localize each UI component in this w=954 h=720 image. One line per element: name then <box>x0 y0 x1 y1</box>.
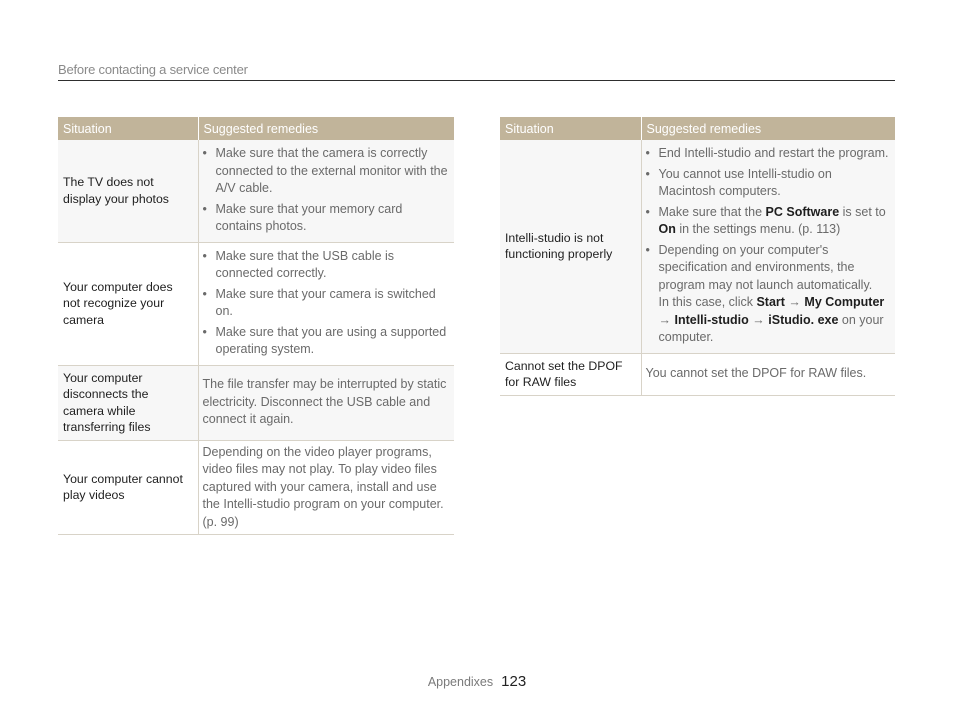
page-header-title: Before contacting a service center <box>58 62 248 77</box>
remedy-cell <box>198 365 454 440</box>
remedy-item: • Make sure that your camera is switched on. <box>202 286 436 318</box>
remedy-text: Depending on the video player programs, video files may not play. To play video files captured with your camera, install and use the Intelli-studio program on your computer. (p. 99) <box>202 444 444 529</box>
table-row <box>58 140 454 242</box>
remedy-cell <box>198 140 454 242</box>
situation-cell: The TV does not display your photos <box>58 140 198 242</box>
column-header-situation: Situation <box>58 117 198 140</box>
remedy-list <box>199 248 451 359</box>
remedy-cell <box>198 242 454 365</box>
istudio-exe-label: iStudio. exe <box>768 312 839 327</box>
remedy-item: • Make sure that your memory card contains photos. <box>202 201 403 233</box>
header-divider <box>58 80 895 81</box>
table-row <box>58 440 454 535</box>
situation-cell: Your computer does not recognize your camera <box>58 242 198 365</box>
bullet-icon: • <box>202 286 207 301</box>
column-header-situation: Situation <box>500 117 641 140</box>
remedy-text: You cannot set the DPOF for RAW files. <box>645 366 867 381</box>
arrow-right-icon: → <box>788 295 801 309</box>
column-header-remedies: Suggested remedies <box>198 117 454 140</box>
bullet-icon: • <box>202 324 207 339</box>
remedy-item: • Depending on your computer's specification and environments, the program may not launch automatically. In this case, click Start → My Computer → Intelli-studio → iStudio. exe on your computer. <box>645 242 885 344</box>
remedy-item: • Make sure that the PC Software is set to On in the settings menu. (p. 113) <box>645 204 886 236</box>
table-row <box>500 353 895 395</box>
table-header-row <box>58 117 454 140</box>
my-computer-label: My Computer <box>804 295 885 309</box>
bullet-icon: • <box>645 146 650 160</box>
remedy-item: • Make sure that the USB cable is connected correctly. <box>202 248 395 280</box>
remedy-cell <box>641 140 895 353</box>
footer-section-label: Appendixes <box>427 675 494 689</box>
table-header-row <box>500 117 895 140</box>
troubleshooting-table-left <box>58 117 454 535</box>
start-menu-label: Start <box>756 295 785 309</box>
page-number: 123 <box>501 673 527 690</box>
situation-cell: Your computer disconnects the camera while transferring files <box>58 365 198 440</box>
column-header-remedies: Suggested remedies <box>641 117 895 140</box>
table-row <box>58 242 454 365</box>
bullet-icon: • <box>645 166 650 181</box>
pc-software-label: PC Software <box>765 204 840 219</box>
remedy-cell <box>198 440 454 535</box>
on-setting-label: On <box>658 222 676 236</box>
remedy-cell <box>641 353 895 395</box>
table-row <box>500 140 895 353</box>
intelli-studio-label: Intelli-studio <box>674 312 749 327</box>
remedy-text: The file transfer may be interrupted by static electricity. Disconnect the USB cable and connect it again. <box>202 377 447 427</box>
remedy-item: • End Intelli-studio and restart the program. <box>642 145 892 163</box>
remedy-item: • You cannot use Intelli-studio on Macintosh computers. <box>645 166 832 198</box>
bullet-icon: • <box>202 146 207 160</box>
situation-cell: Your computer cannot play videos <box>58 440 198 535</box>
bullet-icon: • <box>202 248 207 263</box>
table-row <box>58 365 454 440</box>
remedy-item: • Make sure that you are using a supported operating system. <box>202 324 447 356</box>
page-footer <box>0 673 954 691</box>
situation-cell: Cannot set the DPOF for RAW files <box>500 353 641 395</box>
arrow-right-icon: → <box>752 312 765 327</box>
remedy-item: • Make sure that the camera is correctly connected to the external monitor with the A/V cable. <box>202 146 448 195</box>
bullet-icon: • <box>645 242 650 257</box>
situation-cell: Intelli-studio is not functioning properly <box>500 140 641 353</box>
remedy-list <box>199 145 451 236</box>
remedy-list <box>642 145 892 347</box>
bullet-icon: • <box>645 204 650 219</box>
troubleshooting-table-right <box>500 117 895 396</box>
bullet-icon: • <box>202 201 207 216</box>
arrow-right-icon: → <box>658 312 671 327</box>
